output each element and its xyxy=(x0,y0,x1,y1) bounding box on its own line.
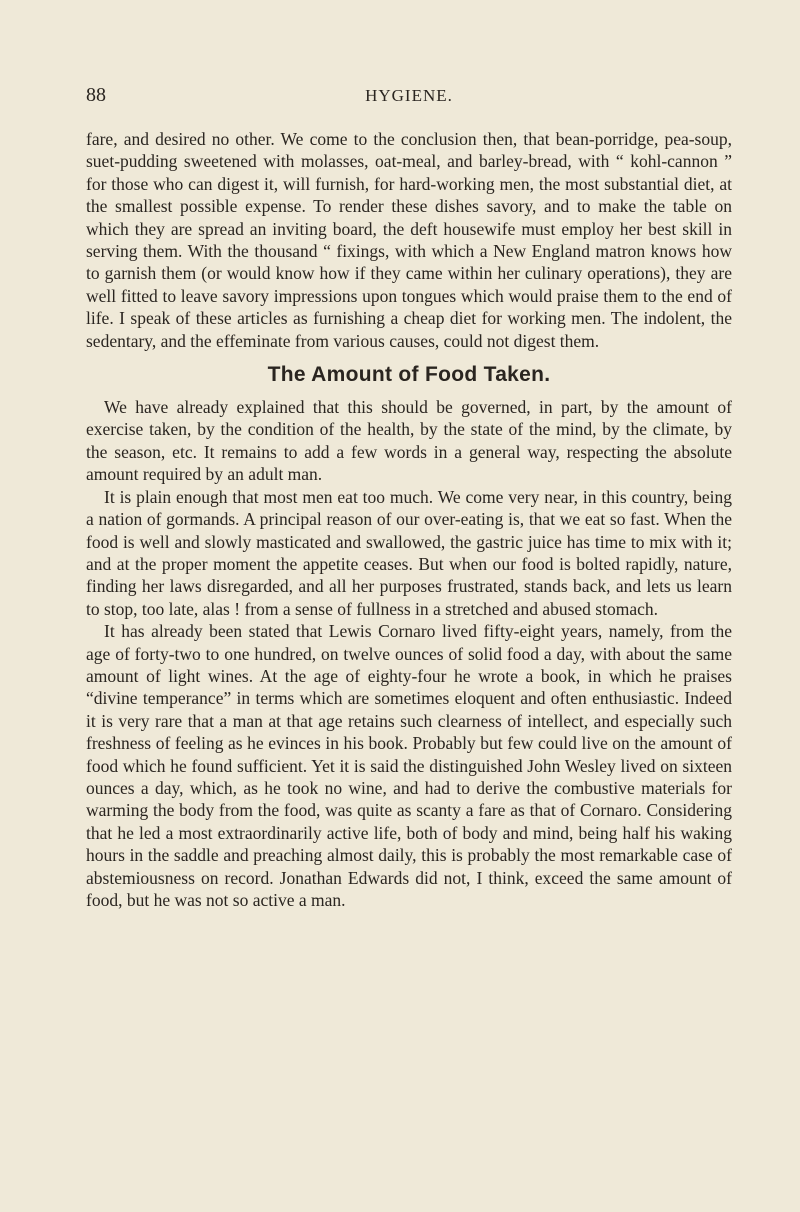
paragraph-continued: fare, and desired no other. We come to the conclusion then, that bean-porridge, pea-soup, suet-pudding sweetened with molasses, oat-meal, and barley-bread, with “ kohl-cannon ” for those who can digest it, will furnish, for hard-working men, the most substantial diet, at the smallest possible expense. To render these dishes savory, and to make the table on which they are spread an inviting board, the deft housewife must employ her best skill in serving them. With the thousand “ fixings, with which a New England matron knows how to garnish them (or would know how if they came within her culinary operations), they are well fitted to leave savory impressions upon tongues which would praise them to the end of life. I speak of these articles as furnishing a cheap diet for working men. The indolent, the sedentary, and the effeminate from various causes, could not digest them. xyxy=(86,129,732,351)
paragraph-cornaro: It has already been stated that Lewis Cornaro lived fifty-eight years, namely, from the age of forty-two to one hundred, on twelve ounces of solid food a day, with about the same amount of light wines. At the age of eighty-four he wrote a book, in which he praises “divine temperance” in terms which are sometimes eloquent and often enthusiastic. Indeed it is very rare that a man at that age retains such clearness of intellect, and especially such freshness of feeling as he evinces in his book. Probably but few could live on the amount of food which he found sufficient. Yet it is said the distinguished John Wesley lived on sixteen ounces a day, which, as he took no wine, and had to derive the combustive materials for warming the body from the food, was quite as scanty a fare as that of Cornaro. Considering that he led a most extraordinarily active life, both of body and mind, being half his waking hours in the saddle and preaching almost daily, this is probably the most remarkable case of abstemiousness on record. Jonathan Edwards did not, I think, exceed the same amount of food, but he was not so active a man. xyxy=(86,621,732,910)
page-number: 88 xyxy=(86,84,106,106)
page-header xyxy=(86,84,732,110)
body-text xyxy=(86,128,732,911)
paragraph-amount-intro: We have already explained that this should be governed, in part, by the amount of exercise taken, by the condition of the health, by the state of the mind, by the climate, by the season, etc. It remains to add a few words in a general way, respecting the absolute amount required by an adult man. xyxy=(86,397,732,485)
section-heading: The Amount of Food Taken. xyxy=(267,363,551,387)
paragraph-overeating: It is plain enough that most men eat too much. We come very near, in this country, being a nation of gormands. A principal reason of our over-eating is, that we eat so fast. When the food is well and slowly masticated and swallowed, the gastric juice has time to mix with it; and at the proper moment the appetite ceases. But when our food is bolted rapidly, nature, finding her laws disregarded, and all her purposes frustrated, stands back, and lets us learn to stop, too late, alas ! from a sense of fullness in a stretched and abused stomach. xyxy=(86,486,732,619)
running-head: HYGIENE. xyxy=(365,86,453,105)
